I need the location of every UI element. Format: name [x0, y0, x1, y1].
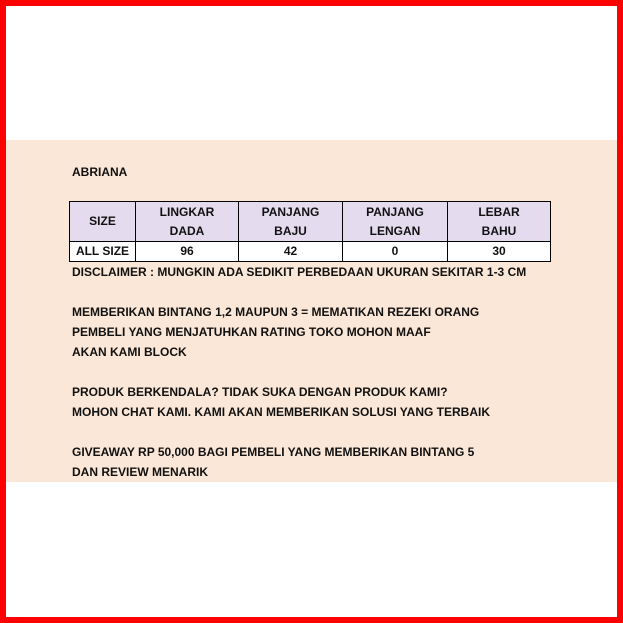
- size-table-header-cell: SIZE: [70, 202, 136, 242]
- size-table-cell: 30: [448, 242, 551, 262]
- size-table-cell: 0: [343, 242, 448, 262]
- size-table-header-cell: LINGKAR DADA: [136, 202, 239, 242]
- product-title: ABRIANA: [72, 165, 128, 179]
- size-table: [69, 201, 551, 262]
- rating-notice-line: PEMBELI YANG MENJATUHKAN RATING TOKO MOHON MAAF: [72, 325, 431, 339]
- support-notice-line: MOHON CHAT KAMI. KAMI AKAN MEMBERIKAN SOLUSI YANG TERBAIK: [72, 405, 491, 419]
- size-table-header-cell: LEBAR BAHU: [448, 202, 551, 242]
- size-table-cell: 96: [136, 242, 239, 262]
- rating-notice-line: MEMBERIKAN BINTANG 1,2 MAUPUN 3 = MEMATIKAN REZEKI ORANG: [72, 305, 480, 319]
- size-table-header-row: [70, 202, 551, 242]
- size-table-cell: 42: [239, 242, 343, 262]
- support-notice-line: PRODUK BERKENDALA? TIDAK SUKA DENGAN PRODUK KAMI?: [72, 385, 448, 399]
- size-table-header-cell: PANJANG BAJU: [239, 202, 343, 242]
- size-table-header-cell: PANJANG LENGAN: [343, 202, 448, 242]
- rating-notice-line: AKAN KAMI BLOCK: [72, 345, 187, 359]
- disclaimer-text: DISCLAIMER : MUNGKIN ADA SEDIKIT PERBEDAAN UKURAN SEKITAR 1-3 CM: [72, 265, 527, 279]
- size-table-row: [70, 242, 551, 262]
- size-table-cell: ALL SIZE: [70, 242, 136, 262]
- giveaway-notice-line: GIVEAWAY RP 50,000 BAGI PEMBELI YANG MEMBERIKAN BINTANG 5: [72, 445, 475, 459]
- giveaway-notice-line: DAN REVIEW MENARIK: [72, 465, 209, 479]
